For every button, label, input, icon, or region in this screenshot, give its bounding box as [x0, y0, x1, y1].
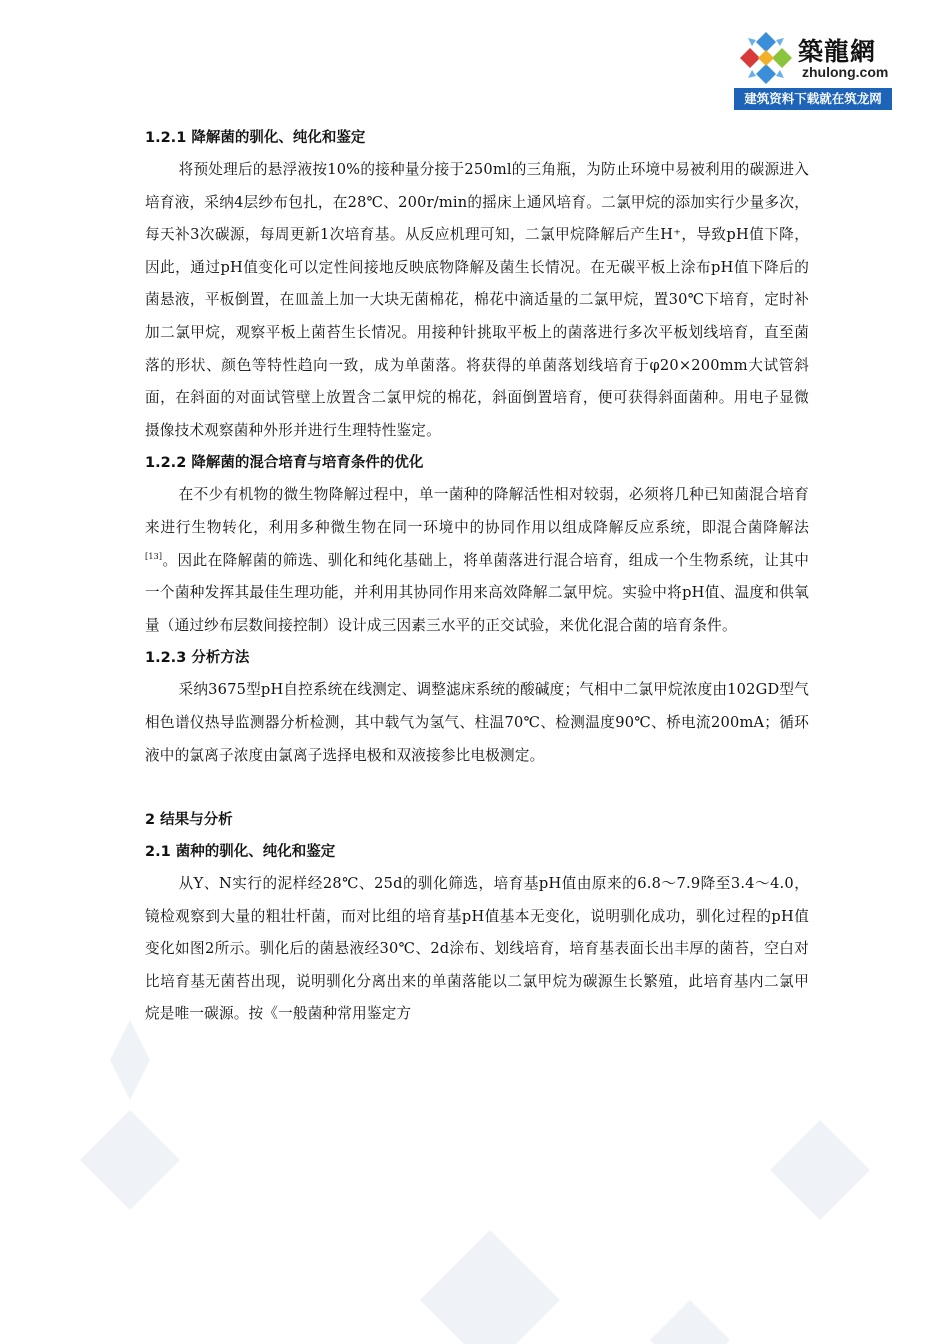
logo-top — [734, 24, 892, 88]
logo-name: 築龍網 — [798, 37, 877, 66]
paragraph-1-2-2-part-b: 。因此在降解菌的筛选、驯化和纯化基础上，将单菌落进行混合培育，组成一个生物系统，让其中一个菌种发挥其最佳生理功能，并利用其协同作用来高效降解二氯甲烷。实验中将pH值、温度和供氧量（通过纱布层数间接控制）设计成三因素三水平的正交试验，来优化混合菌的培育条件。 — [145, 551, 809, 634]
section-heading-2-1: 2.1 菌种的驯化、纯化和鉴定 — [145, 844, 336, 861]
logo-slogan: 建筑资料下载就在筑龙网 — [734, 88, 892, 110]
paragraph-1-2-3: 采纳3675型pH自控系统在线测定、调整滤床系统的酸碱度；气相中二氯甲烷浓度由102GD型气相色谱仪热导监测器分析检测，其中载气为氢气、柱温70℃、检测温度90℃、桥电流200mA；循环液中的氯离子浓度由氯离子选择电极和双液接参比电极测定。 — [145, 681, 809, 764]
document-body — [145, 122, 809, 1031]
paragraph-1-2-1: 将预处理后的悬浮液按10%的接种量分接于250ml的三角瓶，为防止环境中易被利用的碳源进入培育液，采纳4层纱布包扎，在28℃、200r/min的摇床上通风培育。二氯甲烷的添加实行少量多次，每天补3次碳源，每周更新1次培育基。从反应机理可知，二氯甲烷降解后产生H⁺，导致pH值下降，因此，通过pH值变化可以定性间接地反映底物降解及菌生长情况。在无碳平板上涂布pH值下降后的菌悬液，平板倒置，在皿盖上加一大块无菌棉花，棉花中滴适量的二氯甲烷，置30℃下培育，定时补加二氯甲烷，观察平板上菌苔生长情况。用接种针挑取平板上的菌落进行多次平板划线培育，直至菌落的形状、颜色等特性趋向一致，成为单菌落。将获得的单菌落划线培育于φ20×200mm大试管斜面，在斜面的对面试管壁上放置含二氯甲烷的棉花，斜面倒置培育，便可获得斜面菌种。用电子显微摄像技术观察菌种外形并进行生理特性鉴定。 — [145, 161, 809, 439]
paragraph-1-2-2 — [145, 479, 809, 642]
section-heading-1-2-2: 1.2.2 降解菌的混合培育与培育条件的优化 — [145, 455, 424, 472]
section-heading-2: 2 结果与分析 — [145, 812, 233, 829]
section-spacer — [145, 772, 809, 804]
paragraph-1-2-2-part-a: 在不少有机物的微生物降解过程中，单一菌种的降解活性相对较弱，必须将几种已知菌混合培育来进行生物转化，利用多种微生物在同一环境中的协同作用以组成降解反应系统，即混合菌降解法 — [145, 486, 809, 536]
section-heading-1-2-1: 1.2.1 降解菌的驯化、纯化和鉴定 — [145, 130, 366, 146]
paragraph-2-1: 从Y、N实行的泥样经28℃、25d的驯化筛选，培育基pH值由原来的6.8～7.9降至3.4～4.0，镜检观察到大量的粗壮杆菌，而对比组的培育基pH值基本无变化，说明驯化成功，驯化过程的pH值变化如图2所示。驯化后的菌悬液经30℃、2d涂布、划线培育，培育基表面长出丰厚的菌苔，空白对比培育基无菌苔出现，说明驯化分离出来的单菌落能以二氯甲烷为碳源生长繁殖，此培育基内二氯甲烷是唯一碳源。按《一般菌种常用鉴定方 — [145, 875, 809, 1023]
site-logo[interactable] — [734, 24, 892, 110]
logo-domain: zhulong.com — [802, 64, 889, 80]
citation-ref: [13] — [145, 551, 163, 561]
watermark — [0, 1000, 950, 1344]
section-heading-1-2-3: 1.2.3 分析方法 — [145, 650, 250, 667]
logo-snowflake-icon — [738, 30, 794, 86]
